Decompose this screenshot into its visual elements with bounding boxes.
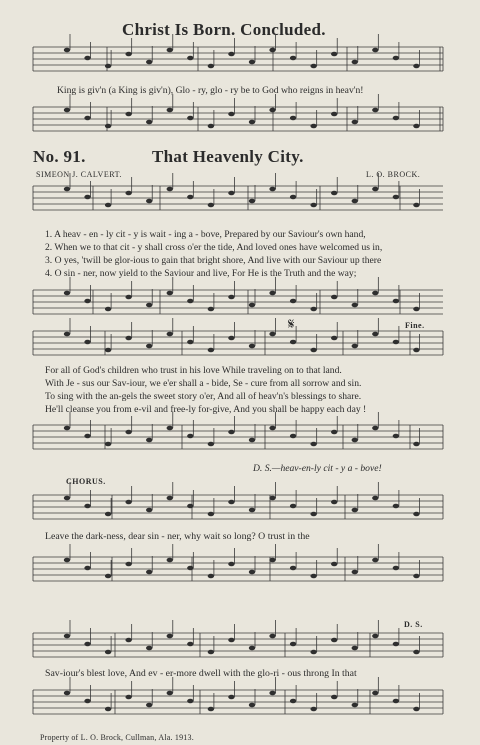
staff-chorus1-bass-note [269,558,275,563]
staff-chorus1-treble-note [290,504,296,509]
verse-4-line-1: 4. O sin - ner, now yield to the Saviour and live, For He is the Truth and the way; [45,268,357,279]
staff-chorus1-treble-note [84,504,90,509]
staff-top-treble-note [249,60,255,65]
staff-sys2-bass-note [413,442,419,447]
staff-sys2-bass-note [249,438,255,443]
staff-sys2-treble-note [269,332,275,337]
verse-4-line-2: He'll cleanse you from e-vil and free-ly for-give, And you shall be happy each day ! [45,404,367,415]
staff-chorus1-treble-note [393,504,399,509]
staff-chorus1-bass-note [393,566,399,571]
staff-sys2-bass [33,412,443,449]
staff-top-bass-note [167,108,173,113]
staff-sys1-treble-note [413,203,419,208]
staff-sys2-bass-note [64,426,70,431]
staff-top-bass-note [352,120,358,125]
staff-sys1-bass-note [310,307,316,312]
staff-chorus2-bass-note [64,691,70,696]
staff-sys2-bass-note [352,438,358,443]
staff-sys2-bass-note [167,426,173,431]
staff-chorus1-bass-note [331,562,337,567]
staff-sys2-bass-note [269,426,275,431]
staff-chorus2-treble-note [352,646,358,651]
staff-sys1-treble-note [290,195,296,200]
staff-chorus2-bass-note [146,703,152,708]
staff-sys2-treble-note [393,340,399,345]
staff-chorus2-bass-note [208,707,214,712]
staff-top-treble-note [393,56,399,61]
staff-sys2-treble-note [84,340,90,345]
staff-top-treble-note [228,52,234,57]
staff-top-treble-note [331,52,337,57]
staff-sys1-treble-note [393,195,399,200]
staff-chorus1-treble-note [352,508,358,513]
staff-chorus2-bass-note [310,707,316,712]
staff-chorus2-bass-note [331,695,337,700]
staff-sys1-bass [33,277,443,314]
staff-chorus2-treble-note [146,646,152,651]
verse-2-line-1: 2. When we to that cit - y shall cross o'er the tide, And loved ones have welcomed us in, [45,242,383,253]
staff-chorus2-bass-note [125,695,131,700]
staff-chorus2-bass-note [352,703,358,708]
staff-chorus1-treble-note [208,512,214,517]
lyricist-credit: SIMEON J. CALVERT. [36,170,122,179]
staff-sys1-bass-note [413,307,419,312]
staff-chorus1-bass-note [290,566,296,571]
staff-chorus1-bass-note [310,574,316,579]
staff-sys1-bass-note [228,295,234,300]
staff-chorus1-treble-note [105,512,111,517]
staff-top-treble-note [64,48,70,53]
staff-chorus2-treble-note [228,638,234,643]
staff-sys1-bass-note [125,295,131,300]
chorus-label: CHORUS. [66,477,106,486]
staff-sys2-treble-note [331,336,337,341]
staff-chorus2-treble-note [269,634,275,639]
staff-chorus2-treble-note [331,638,337,643]
staff-top-treble-note [146,60,152,65]
staff-chorus2-treble-note [208,650,214,655]
hymn-number: No. 91. [33,147,86,166]
staff-chorus1-bass-note [228,562,234,567]
staff-sys2-bass-note [310,442,316,447]
composer-credit: L. O. BROCK. [366,170,421,179]
staff-chorus1-treble-note [146,508,152,513]
staff-sys1-treble-note [167,187,173,192]
staff-sys2-bass-note [393,434,399,439]
staff-sys2-bass-note [187,434,193,439]
staff-top-bass-note [125,112,131,117]
staff-sys2-treble-note [228,336,234,341]
staff-chorus2-treble-note [413,650,419,655]
segno-sign: 𝄋 [288,317,295,333]
staff-sys1-treble-note [208,203,214,208]
staff-top-treble-note [290,56,296,61]
staff-sys1-bass-note [352,303,358,308]
staff-sys2-treble-note [413,348,419,353]
fine-marking: Fine. [405,321,425,330]
staff-chorus2-bass-note [187,699,193,704]
footer-credit: Property of L. O. Brock, Cullman, Ala. 1913. [40,733,194,742]
staff-sys1-bass-note [187,299,193,304]
staff-sys1-treble-note [352,199,358,204]
staff-chorus1-treble-note [413,512,419,517]
staff-chorus2-treble-note [290,642,296,647]
staff-sys1-treble-note [269,187,275,192]
staff-sys2-treble-note [125,336,131,341]
staff-chorus1-treble-note [228,500,234,505]
staff-chorus2-treble-note [393,642,399,647]
staff-chorus2-bass-note [228,695,234,700]
staff-sys2-treble-note [105,348,111,353]
staff-sys2-treble-note [187,340,193,345]
staff-sys2-bass-note [290,434,296,439]
staff-top-bass-note [310,124,316,129]
staff-chorus2-bass-note [372,691,378,696]
staff-sys2-treble-note [352,344,358,349]
staff-sys2-bass-note [228,430,234,435]
staff-top-treble-note [187,56,193,61]
staff-chorus2-bass [33,677,443,714]
staff-top-bass-note [249,120,255,125]
staff-chorus1-treble-note [310,512,316,517]
staff-chorus1-treble-note [125,500,131,505]
staff-chorus1-bass-note [125,562,131,567]
staff-sys1-treble-note [372,187,378,192]
staff-chorus2-treble-note [167,634,173,639]
staff-top-bass-note [84,116,90,121]
staff-chorus2-bass-note [290,699,296,704]
staff-sys1-bass-note [64,291,70,296]
staff-top-bass-note [413,124,419,129]
staff-sys2-bass-note [208,442,214,447]
staff-sys1-bass-note [269,291,275,296]
staff-chorus1-bass-note [146,570,152,575]
staff-top-bass-note [331,112,337,117]
staff-chorus2-bass-note [393,699,399,704]
staff-chorus2-treble [33,620,443,657]
staff-chorus2-treble-note [372,634,378,639]
staff-chorus1-treble-note [64,496,70,501]
staff-top-treble-note [372,48,378,53]
staff-chorus2-treble-note [84,642,90,647]
staff-top-treble [33,34,443,71]
staff-sys1-treble-note [310,203,316,208]
verse-3-line-1: 3. O yes, 'twill be glor-ious to gain that bright shore, And live with our Saviour up there [45,255,382,266]
staff-sys1-bass-note [208,307,214,312]
staff-top-bass [33,94,443,131]
staff-chorus2-bass-note [413,707,419,712]
ds-lyric: D. S.—heav-en-ly cit - y a - bove! [253,463,382,474]
staff-top-treble-note [310,64,316,69]
staff-chorus1-treble-note [331,500,337,505]
continuation-lyric: King is giv'n (a King is giv'n), Glo - ry, glo - ry be to God who reigns in heav'n! [57,85,364,96]
staff-chorus1-treble-note [269,496,275,501]
staff-top-treble-note [84,56,90,61]
staff-sys1-treble-note [84,195,90,200]
staff-sys2-treble-note [208,348,214,353]
staff-top-bass-note [146,120,152,125]
staff-sys2-treble [33,318,443,355]
staff-sys1-treble-note [187,195,193,200]
staff-chorus1-bass-note [167,558,173,563]
staff-sys1-bass-note [331,295,337,300]
staff-top-treble-note [269,48,275,53]
staff-top-bass-note [64,108,70,113]
continuation-title: Christ Is Born. Concluded. [122,20,326,39]
staff-sys1-bass-note [105,307,111,312]
staff-chorus2-bass-note [167,691,173,696]
staff-chorus1-treble-note [372,496,378,501]
staff-chorus1-bass-note [352,570,358,575]
chorus-lyric-2: Sav-iour's blest love, And ev - er-more dwell with the glo-ri - ous throng In that [45,668,357,679]
verse-1-line-2: For all of God's children who trust in his love While traveling on to that land. [45,365,342,376]
staff-sys2-bass-note [84,434,90,439]
verse-1-line-1: 1. A heav - en - ly cit - y is wait - ing a - bove, Prepared by our Saviour's own hand, [45,229,366,240]
verse-2-line-2: With Je - sus our Sav-iour, we e'er shall a - bide, Se - cure from all sorrow and sin. [45,378,362,389]
verse-3-line-2: To sing with the an-gels the sweet story o'er, And all of heav'n's blessings to share. [45,391,362,402]
staff-sys2-treble-note [167,332,173,337]
staff-sys1-treble-note [105,203,111,208]
staff-sys1-treble-note [249,199,255,204]
staff-sys1-bass-note [372,291,378,296]
staff-chorus2-treble-note [249,646,255,651]
staff-top-treble-note [105,64,111,69]
ds-marking: D. S. [404,620,423,629]
staff-chorus1-bass-note [64,558,70,563]
staff-top-bass-note [393,116,399,121]
staff-chorus1-treble-note [187,504,193,509]
staff-chorus2-treble-note [187,642,193,647]
staff-sys1-bass-note [393,299,399,304]
staff-sys1-treble-note [228,191,234,196]
staff-chorus2-treble-note [125,638,131,643]
hymn-title: That Heavenly City. [152,147,304,166]
staff-chorus2-bass-note [105,707,111,712]
staff-chorus2-bass-note [249,703,255,708]
staff-top-bass-note [269,108,275,113]
staff-sys1-bass-note [249,303,255,308]
staff-top-bass-note [105,124,111,129]
staff-chorus1-bass-note [413,574,419,579]
staff-top-bass-note [208,124,214,129]
staff-sys1-bass-note [146,303,152,308]
chorus-lyric-1: Leave the dark-ness, dear sin - ner, why wait so long? O trust in the [45,531,310,542]
staff-chorus1-bass-note [249,570,255,575]
staff-sys2-bass-note [105,442,111,447]
staff-chorus1-treble-note [249,508,255,513]
staff-chorus2-treble-note [64,634,70,639]
staff-sys2-bass-note [146,438,152,443]
staff-sys2-bass-note [331,430,337,435]
staff-sys2-treble-note [310,348,316,353]
staff-sys1-treble-note [146,199,152,204]
staff-chorus1-bass-note [187,566,193,571]
staff-sys1-bass-note [84,299,90,304]
staff-chorus2-treble-note [105,650,111,655]
staff-sys1-treble-note [125,191,131,196]
staff-chorus1-bass-note [372,558,378,563]
staff-top-bass-note [187,116,193,121]
staff-chorus1-bass-note [84,566,90,571]
staff-sys1-bass-note [167,291,173,296]
staff-sys2-treble-note [64,332,70,337]
staff-sys1-treble-note [331,191,337,196]
staff-chorus2-bass-note [84,699,90,704]
staff-sys2-treble-note [249,344,255,349]
staff-chorus1-bass [33,544,443,581]
staff-top-treble-note [208,64,214,69]
staff-top-treble-note [167,48,173,53]
staff-chorus1-treble [33,482,443,519]
staff-sys1-treble-note [64,187,70,192]
staff-sys2-treble-note [290,340,296,345]
staff-top-bass-note [290,116,296,121]
staff-top-treble-note [352,60,358,65]
staff-top-bass-note [372,108,378,113]
staff-sys2-treble-note [146,344,152,349]
staff-sys2-treble-note [372,332,378,337]
staff-chorus2-treble-note [310,650,316,655]
staff-top-bass-note [228,112,234,117]
staff-top-treble-note [125,52,131,57]
staff-chorus1-bass-note [208,574,214,579]
staff-top-treble-note [413,64,419,69]
staff-chorus2-bass-note [269,691,275,696]
staff-sys2-bass-note [125,430,131,435]
staff-sys2-bass-note [372,426,378,431]
staff-chorus1-treble-note [167,496,173,501]
staff-chorus1-bass-note [105,574,111,579]
staff-sys1-bass-note [290,299,296,304]
